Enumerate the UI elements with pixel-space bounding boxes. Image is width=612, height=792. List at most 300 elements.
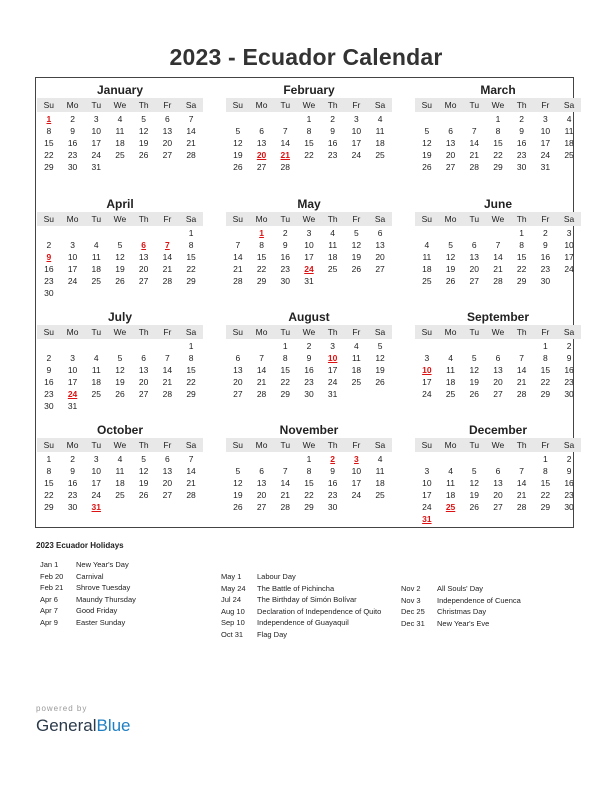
day-cell: 23 [44,276,54,286]
weekday-label: Th [138,327,149,337]
weekday-label: Tu [280,440,291,450]
day-cell: 26 [375,377,385,387]
holiday-row [40,605,136,617]
weekday-label: Su [421,440,433,450]
day-cell: 4 [117,454,123,464]
day-cell: 28 [256,389,267,399]
day-cell: 18 [375,138,385,148]
day-cell: 20 [493,377,503,387]
empty-cell [510,340,534,352]
day-cell: 2 [566,341,572,351]
holiday-date: 7 [165,240,170,250]
weekday-label: Mo [255,100,268,110]
holiday-row [221,617,381,629]
day-cell: 22 [186,264,196,274]
day-cell: 11 [91,365,101,375]
day-cell: 31 [91,162,101,172]
day-cell: 23 [564,490,574,500]
weekday-header [415,438,581,452]
month-may [226,197,392,287]
empty-cell [439,340,463,352]
day-cell: 20 [445,150,456,160]
day-cell: 7 [495,240,501,250]
day-cell: 18 [564,138,574,148]
day-cell: 5 [354,228,359,238]
day-cell: 11 [564,126,574,136]
holiday-date-label: Nov 3 [401,595,421,605]
empty-cell [37,227,61,239]
weekday-label: Sa [185,327,197,337]
empty-cell [84,227,108,239]
day-cell: 9 [70,126,75,136]
day-cell: 31 [67,401,78,411]
holiday-name: Declaration of Independence of Quito [257,606,382,616]
empty-cell [415,453,439,465]
day-cell: 1 [306,114,312,124]
day-grid [226,453,392,513]
holiday-date-label: Jul 24 [221,595,242,604]
weekday-label: We [302,214,316,224]
holiday-date-label: Nov 2 [401,584,421,593]
day-cell: 20 [138,377,149,387]
day-cell: 11 [375,466,385,476]
day-cell: 21 [162,377,173,387]
day-cell: 15 [256,252,267,262]
day-cell: 8 [46,126,52,136]
day-cell: 13 [138,252,149,262]
weekday-label: Su [421,327,433,337]
holiday-name: Carnival [76,571,104,581]
holiday-name: Labour Day [257,572,296,581]
day-cell: 6 [259,466,264,476]
day-cell: 15 [516,252,527,262]
holiday-date-label: Dec 31 [401,618,425,628]
day-cell: 2 [566,454,572,464]
day-cell: 1 [188,228,194,238]
holiday-name: Independence of Guayaquil [257,618,349,627]
day-cell: 5 [471,353,477,363]
day-cell: 15 [540,365,551,375]
day-cell: 31 [540,162,551,172]
day-cell: 28 [186,490,196,500]
brand-blue: Blue [96,716,131,735]
empty-cell [108,340,132,352]
weekday-label: Su [43,327,55,337]
holiday-row [401,583,521,595]
empty-cell [486,227,510,239]
day-cell: 3 [93,114,99,124]
day-cell: 24 [351,150,362,160]
day-cell: 3 [566,228,572,238]
day-cell: 18 [91,264,101,274]
day-cell: 30 [564,389,574,399]
day-cell: 20 [138,264,149,274]
day-cell: 15 [493,138,503,148]
day-cell: 29 [540,502,551,512]
weekday-label: We [491,440,505,450]
month-june [415,197,581,287]
day-cell: 5 [448,240,453,250]
holiday-row [40,582,136,594]
day-cell: 13 [162,466,173,476]
day-cell: 7 [519,466,525,476]
weekday-label: Fr [541,214,550,224]
month-name: April [106,197,134,211]
day-cell: 12 [375,353,385,363]
weekday-label: Tu [91,327,102,337]
day-cell: 29 [186,389,196,399]
day-cell: 4 [448,353,453,363]
day-cell: 14 [280,138,290,148]
empty-cell [108,227,132,239]
holiday-name: Shrove Tuesday [76,583,131,592]
day-cell: 29 [516,276,527,286]
holiday-date: 9 [46,252,52,262]
day-cell: 21 [516,377,527,387]
day-cell: 1 [519,228,525,238]
day-cell: 13 [233,365,243,375]
holiday-date-label: Aug 10 [221,606,245,616]
day-cell: 14 [280,478,290,488]
day-cell: 14 [233,252,243,262]
month-name: January [96,83,144,97]
day-cell: 15 [304,138,314,148]
day-cell: 27 [256,502,267,512]
weekday-label: Tu [469,100,480,110]
day-cell: 26 [115,276,125,286]
day-cell: 17 [351,138,362,148]
holiday-date: 31 [422,514,432,524]
day-cell: 19 [422,150,432,160]
day-cell: 28 [162,276,173,286]
day-cell: 27 [162,490,173,500]
holiday-row [221,571,381,583]
day-cell: 3 [93,454,99,464]
holiday-date: 20 [256,150,267,160]
empty-cell [486,453,510,465]
day-cell: 19 [233,150,243,160]
day-cell: 9 [330,126,336,136]
weekday-label: We [113,327,127,337]
empty-cell [250,453,274,465]
day-cell: 13 [138,365,149,375]
day-cell: 10 [304,240,314,250]
brand-general: General [36,716,97,735]
day-cell: 6 [259,126,264,136]
weekday-header [226,98,392,112]
day-cell: 5 [471,466,477,476]
weekday-label: Sa [374,327,386,337]
empty-cell [132,227,156,239]
day-cell: 23 [280,264,290,274]
day-cell: 6 [165,114,170,124]
weekday-label: Su [232,100,244,110]
day-cell: 24 [564,264,574,274]
empty-cell [439,227,463,239]
holiday-name: Easter Sunday [76,617,126,627]
day-cell: 7 [188,114,194,124]
day-cell: 17 [67,264,78,274]
weekday-label: Fr [541,100,550,110]
day-cell: 12 [115,252,125,262]
weekday-label: Sa [185,214,197,224]
generalblue-logo[interactable] [36,716,131,736]
day-cell: 25 [351,377,362,387]
weekday-label: Sa [563,100,575,110]
month-november [226,423,392,513]
day-cell: 21 [493,264,503,274]
day-cell: 10 [422,478,432,488]
day-cell: 25 [564,150,574,160]
day-cell: 22 [304,150,314,160]
month-february [226,83,392,173]
day-cell: 13 [445,138,456,148]
weekday-label: Th [138,214,149,224]
day-cell: 21 [233,264,243,274]
day-cell: 15 [186,365,196,375]
day-cell: 6 [141,353,147,363]
weekday-label: Th [516,100,527,110]
day-cell: 10 [67,365,78,375]
day-cell: 6 [471,240,477,250]
weekday-label: Fr [541,327,550,337]
empty-cell [273,453,297,465]
month-name: May [297,197,321,211]
empty-cell [510,453,534,465]
day-cell: 17 [351,478,362,488]
day-cell: 22 [493,150,503,160]
holiday-date-label: Sep 10 [221,618,245,627]
weekday-label: Mo [255,327,268,337]
day-cell: 11 [115,466,125,476]
day-cell: 11 [375,126,385,136]
day-cell: 3 [424,353,430,363]
empty-cell [462,340,486,352]
day-cell: 11 [328,240,338,250]
day-cell: 30 [516,162,527,172]
day-cell: 6 [495,353,501,363]
weekday-label: Su [43,440,55,450]
day-cell: 13 [493,478,503,488]
day-cell: 1 [543,341,548,351]
day-cell: 7 [259,353,264,363]
day-cell: 11 [91,252,101,262]
day-cell: 27 [233,389,243,399]
day-cell: 5 [141,114,147,124]
weekday-header [37,98,203,112]
day-cell: 4 [117,114,123,124]
holiday-date-label: May 1 [221,572,242,581]
day-cell: 24 [67,276,78,286]
holiday-date: 31 [91,502,101,512]
day-cell: 15 [304,478,314,488]
weekday-label: Mo [444,440,457,450]
day-grid [37,227,203,299]
month-name: August [288,310,330,324]
day-cell: 3 [70,353,75,363]
day-cell: 12 [233,138,243,148]
weekday-label: Th [327,327,338,337]
day-cell: 13 [469,252,479,262]
weekday-label: We [491,214,505,224]
day-cell: 17 [327,365,338,375]
weekday-label: Th [516,440,527,450]
day-cell: 28 [162,389,173,399]
day-cell: 20 [162,478,173,488]
day-cell: 1 [46,454,52,464]
empty-cell [415,227,439,239]
weekday-label: Mo [255,214,268,224]
day-cell: 21 [280,490,290,500]
day-cell: 10 [91,466,101,476]
holiday-row [40,571,136,583]
day-cell: 19 [351,252,362,262]
day-cell: 12 [233,478,243,488]
day-cell: 13 [162,126,173,136]
day-cell: 30 [44,401,54,411]
day-cell: 25 [445,389,456,399]
day-cell: 16 [44,377,54,387]
weekday-label: Th [138,440,149,450]
holiday-date-label: Apr 7 [40,606,58,615]
weekday-label: Sa [563,214,575,224]
weekday-label: We [113,100,127,110]
weekday-label: Fr [352,100,361,110]
month-april [37,197,203,299]
day-cell: 4 [377,114,383,124]
empty-cell [132,340,156,352]
day-cell: 17 [91,478,101,488]
holiday-date: 3 [354,454,359,464]
day-cell: 7 [282,466,288,476]
holiday-column [40,559,136,628]
day-cell: 22 [304,490,314,500]
day-cell: 22 [44,490,54,500]
day-cell: 24 [422,502,432,512]
day-cell: 30 [44,288,54,298]
day-cell: 24 [91,490,101,500]
holiday-date: 6 [141,240,147,250]
day-cell: 20 [493,490,503,500]
day-cell: 4 [354,341,359,351]
weekday-header [37,438,203,452]
day-cell: 19 [469,377,479,387]
day-cell: 28 [516,502,527,512]
day-cell: 30 [564,502,574,512]
day-cell: 4 [566,114,572,124]
holiday-date-label: Feb 20 [40,571,64,581]
day-cell: 11 [446,365,455,375]
day-cell: 11 [351,353,361,363]
weekday-label: Tu [280,327,291,337]
day-cell: 6 [377,228,383,238]
day-cell: 19 [115,264,125,274]
day-cell: 1 [282,341,288,351]
holiday-date: 10 [327,353,338,363]
day-cell: 26 [445,276,456,286]
day-cell: 16 [327,138,338,148]
empty-cell [156,340,180,352]
day-cell: 19 [445,264,456,274]
day-cell: 21 [186,478,196,488]
day-cell: 4 [93,353,99,363]
weekday-label: Su [43,100,55,110]
day-cell: 24 [327,377,338,387]
weekday-label: Mo [444,214,457,224]
weekday-header [37,212,203,226]
day-cell: 27 [256,162,267,172]
holiday-date-label: Jan 1 [40,560,59,569]
month-march [415,83,581,173]
day-cell: 22 [516,264,527,274]
holiday-row [221,594,381,606]
holiday-date-label: May 24 [221,583,246,593]
day-cell: 29 [280,389,290,399]
day-cell: 18 [91,377,101,387]
month-name: October [96,423,143,437]
day-cell: 29 [304,502,314,512]
holiday-name: All Souls' Day [437,584,484,593]
weekday-label: Fr [352,440,361,450]
day-cell: 11 [422,252,432,262]
day-cell: 19 [138,138,149,148]
holiday-date: 21 [280,150,290,160]
day-cell: 16 [44,264,54,274]
day-cell: 4 [377,454,383,464]
empty-cell [415,340,439,352]
empty-cell [439,453,463,465]
holiday-date-label: Apr 6 [40,594,58,604]
day-cell: 8 [543,466,548,476]
day-cell: 6 [235,353,241,363]
day-cell: 18 [115,478,125,488]
weekday-label: Fr [163,440,172,450]
day-cell: 6 [448,126,453,136]
weekday-label: Sa [374,440,386,450]
day-cell: 8 [46,466,52,476]
day-cell: 29 [44,502,54,512]
empty-cell [226,113,250,125]
day-cell: 8 [282,353,288,363]
weekday-label: Su [421,100,433,110]
day-cell: 16 [540,252,551,262]
month-name: March [480,83,516,97]
day-cell: 7 [188,454,194,464]
empty-cell [250,113,274,125]
day-cell: 10 [540,126,551,136]
day-cell: 20 [162,138,173,148]
day-cell: 8 [306,466,312,476]
holiday-date: 2 [330,454,336,464]
weekday-label: Fr [163,100,172,110]
day-cell: 30 [327,502,338,512]
day-cell: 4 [424,240,430,250]
day-cell: 12 [422,138,432,148]
empty-cell [439,113,463,125]
holiday-date-label: Oct 31 [221,629,244,639]
day-cell: 16 [516,138,527,148]
day-cell: 8 [519,240,525,250]
day-cell: 18 [327,252,338,262]
day-cell: 24 [91,150,101,160]
day-cell: 13 [256,138,267,148]
empty-cell [226,227,250,239]
day-cell: 3 [70,240,75,250]
day-cell: 2 [543,228,548,238]
day-cell: 5 [235,126,241,136]
day-cell: 9 [566,353,572,363]
day-cell: 18 [445,377,456,387]
